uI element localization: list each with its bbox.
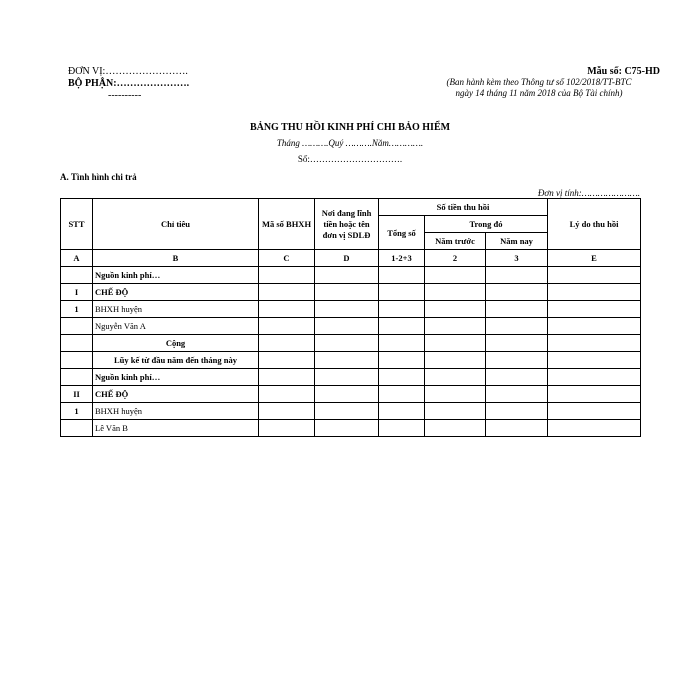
row-stt xyxy=(61,369,93,386)
empty-cell xyxy=(548,420,641,437)
header-nam-truoc: Năm trước xyxy=(425,233,486,250)
empty-cell xyxy=(425,301,486,318)
header-nam-nay: Năm nay xyxy=(486,233,548,250)
recovery-table xyxy=(60,198,641,437)
empty-cell xyxy=(548,318,641,335)
empty-cell xyxy=(425,369,486,386)
row-label: CHẾ ĐỘ xyxy=(93,386,259,403)
empty-cell xyxy=(486,386,548,403)
empty-cell xyxy=(486,352,548,369)
row-stt xyxy=(61,318,93,335)
row-label: BHXH huyện xyxy=(93,403,259,420)
empty-cell xyxy=(259,318,315,335)
empty-cell xyxy=(259,420,315,437)
empty-cell xyxy=(486,403,548,420)
empty-cell xyxy=(379,420,425,437)
empty-cell xyxy=(315,335,379,352)
row-label: Nguyễn Văn A xyxy=(93,318,259,335)
table-row xyxy=(61,420,641,437)
empty-cell xyxy=(486,369,548,386)
table-row xyxy=(61,386,641,403)
empty-cell xyxy=(486,284,548,301)
header-tong-so: Tổng số xyxy=(379,216,425,250)
currency-unit: Đơn vị tính:…………………. xyxy=(537,188,640,198)
empty-cell xyxy=(259,352,315,369)
empty-cell xyxy=(259,335,315,352)
empty-cell xyxy=(259,403,315,420)
empty-cell xyxy=(315,386,379,403)
header-chi-tieu: Chỉ tiêu xyxy=(93,199,259,250)
empty-cell xyxy=(315,403,379,420)
code-cell: D xyxy=(315,250,379,267)
empty-cell xyxy=(486,335,548,352)
empty-cell xyxy=(259,369,315,386)
row-stt: 1 xyxy=(61,403,93,420)
empty-cell xyxy=(379,318,425,335)
row-label: BHXH huyện xyxy=(93,301,259,318)
empty-cell xyxy=(548,352,641,369)
table-row xyxy=(61,267,641,284)
table-row xyxy=(61,284,641,301)
table-row xyxy=(61,352,641,369)
code-cell: 1-2+3 xyxy=(379,250,425,267)
empty-cell xyxy=(259,386,315,403)
empty-cell xyxy=(259,267,315,284)
table-row xyxy=(61,318,641,335)
empty-cell xyxy=(425,335,486,352)
empty-cell xyxy=(548,386,641,403)
empty-cell xyxy=(425,267,486,284)
empty-cell xyxy=(379,284,425,301)
empty-cell xyxy=(379,386,425,403)
empty-cell xyxy=(315,284,379,301)
row-label: Cộng xyxy=(93,335,259,352)
empty-cell xyxy=(548,369,641,386)
empty-cell xyxy=(548,301,641,318)
code-cell: 2 xyxy=(425,250,486,267)
empty-cell xyxy=(259,284,315,301)
empty-cell xyxy=(379,267,425,284)
table-body xyxy=(61,267,641,437)
header-ma-so: Mã số BHXH xyxy=(259,199,315,250)
empty-cell xyxy=(548,403,641,420)
empty-cell xyxy=(315,369,379,386)
empty-cell xyxy=(486,420,548,437)
row-stt: II xyxy=(61,386,93,403)
row-label: Lê Văn B xyxy=(93,420,259,437)
code-cell: B xyxy=(93,250,259,267)
empty-cell xyxy=(425,403,486,420)
empty-cell xyxy=(425,420,486,437)
empty-cell xyxy=(548,284,641,301)
header-trong-do: Trong đó xyxy=(425,216,548,233)
empty-cell xyxy=(548,335,641,352)
header-ly-do: Lý do thu hồi xyxy=(548,199,641,250)
period-line: Tháng ……….Quý ……….Năm…………. xyxy=(276,138,424,148)
form-number: Mẫu số: C75-HD xyxy=(587,66,660,77)
row-label: Nguồn kinh phí… xyxy=(93,267,259,284)
empty-cell xyxy=(315,352,379,369)
empty-cell xyxy=(486,318,548,335)
row-label: CHẾ ĐỘ xyxy=(93,284,259,301)
header-so-tien: Số tiền thu hồi xyxy=(379,199,548,216)
dept-label: BỘ PHẬN:…………………. xyxy=(68,78,190,89)
empty-cell xyxy=(259,301,315,318)
section-heading: A. Tình hình chi trả xyxy=(60,172,137,182)
empty-cell xyxy=(315,301,379,318)
row-stt: 1 xyxy=(61,301,93,318)
table-row xyxy=(61,301,641,318)
table-row xyxy=(61,403,641,420)
empty-cell xyxy=(425,352,486,369)
document-title: BẢNG THU HỒI KINH PHÍ CHI BẢO HIỂM xyxy=(249,122,451,133)
table-row xyxy=(61,369,641,386)
empty-cell xyxy=(315,267,379,284)
number-line: Số:…………………………. xyxy=(297,154,403,164)
empty-cell xyxy=(425,386,486,403)
code-cell: E xyxy=(548,250,641,267)
empty-cell xyxy=(486,267,548,284)
empty-cell xyxy=(379,352,425,369)
empty-cell xyxy=(379,403,425,420)
empty-cell xyxy=(548,267,641,284)
row-stt xyxy=(61,267,93,284)
form-header xyxy=(400,66,660,99)
empty-cell xyxy=(315,318,379,335)
row-label: Nguồn kinh phí… xyxy=(93,369,259,386)
empty-cell xyxy=(379,335,425,352)
table-row xyxy=(61,335,641,352)
row-stt: I xyxy=(61,284,93,301)
code-cell: C xyxy=(259,250,315,267)
code-cell: A xyxy=(61,250,93,267)
issued-line-1: (Ban hành kèm theo Thông tư số 102/2018/TT-BTC xyxy=(446,77,632,87)
code-cell: 3 xyxy=(486,250,548,267)
dept-dash: ---------- xyxy=(108,90,142,101)
issued-line-2: ngày 14 tháng 11 năm 2018 của Bộ Tài chính) xyxy=(455,88,623,98)
row-stt xyxy=(61,352,93,369)
empty-cell xyxy=(486,301,548,318)
empty-cell xyxy=(379,369,425,386)
empty-cell xyxy=(315,420,379,437)
row-stt xyxy=(61,420,93,437)
unit-label: ĐƠN VỊ:……………………. xyxy=(68,66,188,77)
empty-cell xyxy=(425,284,486,301)
header-stt: STT xyxy=(61,199,93,250)
org-header xyxy=(68,66,189,102)
code-row xyxy=(61,250,641,267)
empty-cell xyxy=(425,318,486,335)
row-stt xyxy=(61,335,93,352)
header-noi-dang-linh: Nơi đang lĩnh tiền hoặc tên đơn vị SDLĐ xyxy=(315,199,379,250)
empty-cell xyxy=(379,301,425,318)
row-label: Lũy kế từ đầu năm đến tháng này xyxy=(93,352,259,369)
